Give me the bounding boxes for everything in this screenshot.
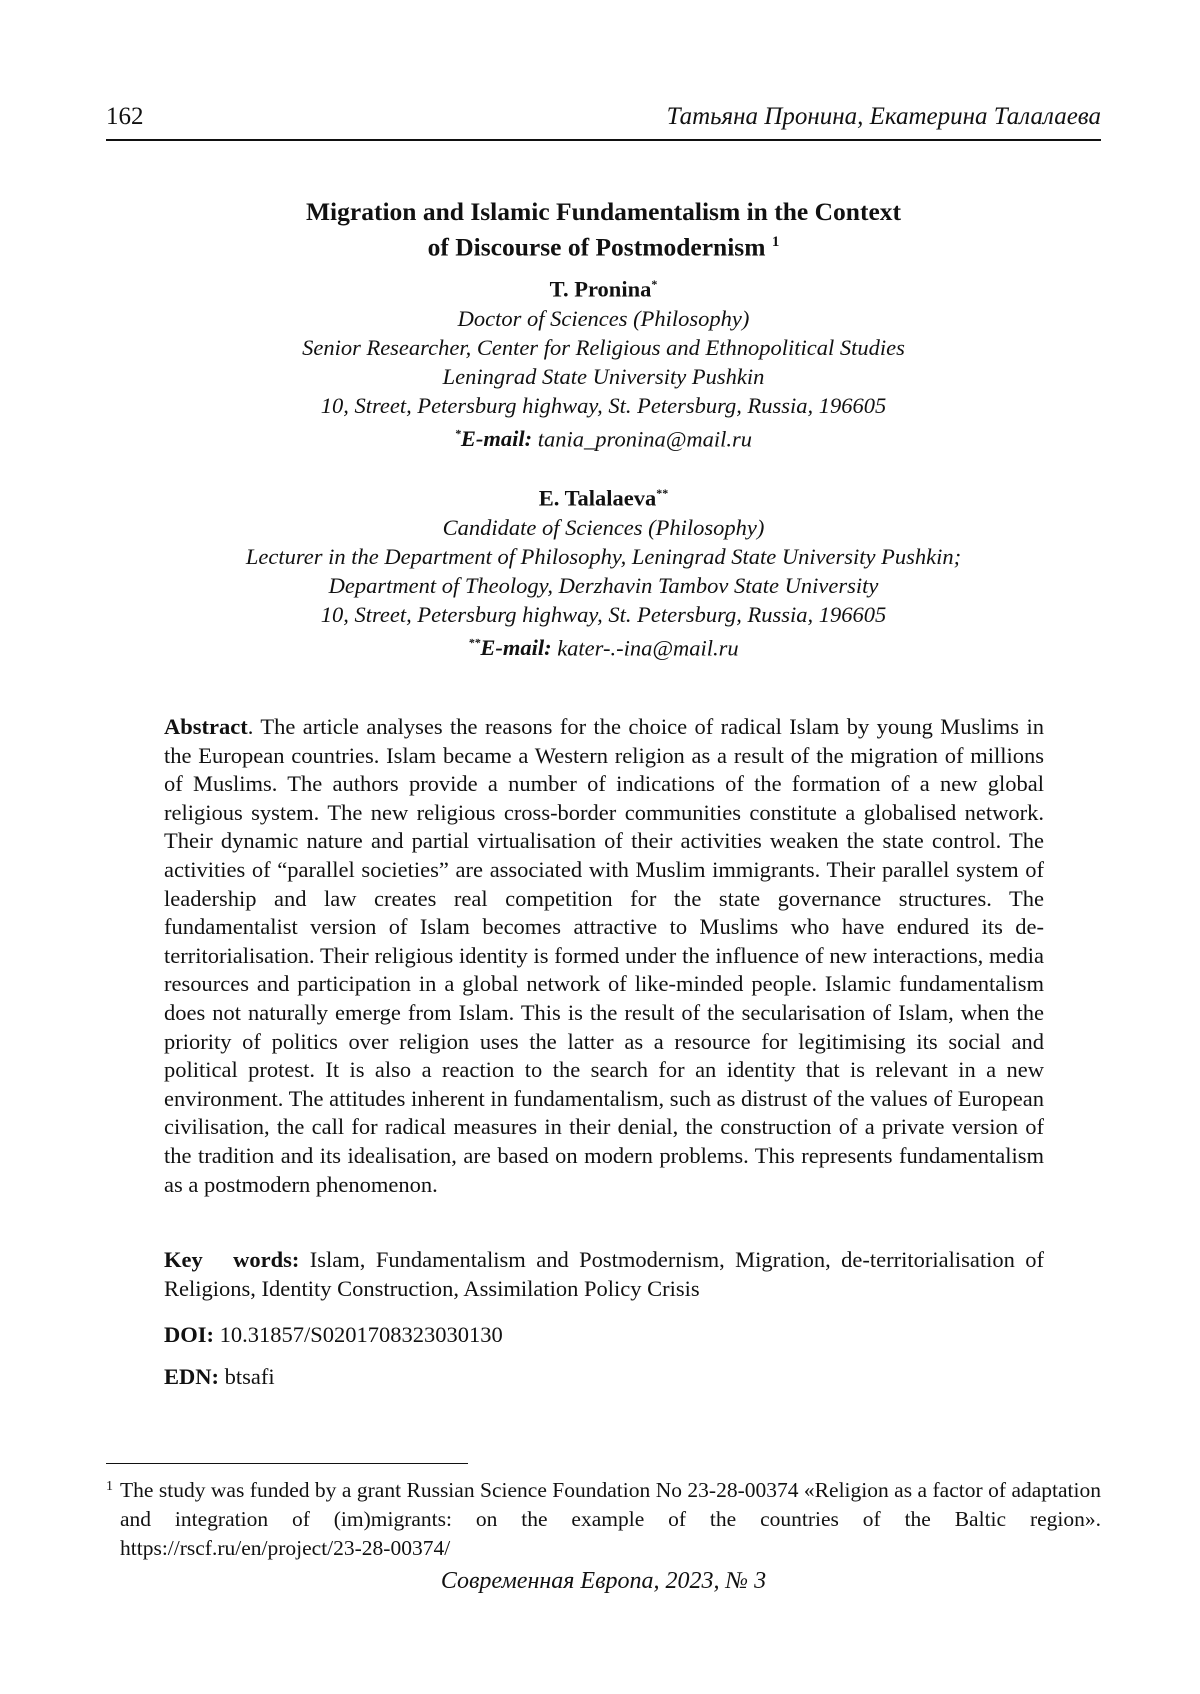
author-1-email[interactable]: tania_pronina@mail.ru <box>537 426 753 451</box>
author-2-email[interactable]: kater-.-ina@mail.ru <box>557 635 739 660</box>
keywords-label: Key words: <box>164 1247 300 1272</box>
journal-footer: Современная Европа, 2023, № 3 <box>440 1568 767 1594</box>
keywords <box>164 1245 1044 1303</box>
abstract <box>164 713 1044 1199</box>
doi-line: DOI: 10.31857/S0201708323030130 <box>164 1322 503 1347</box>
author-2-email-line: **E-mail: kater-.-ina@mail.ru <box>468 635 739 660</box>
page-number: 162 <box>106 103 144 130</box>
title-footnote-ref[interactable]: 1 <box>771 234 780 250</box>
author-2-address: 10, Street, Petersburg highway, St. Petersburg, Russia, 196605 <box>320 601 887 627</box>
footnote <box>106 1476 1101 1563</box>
edn-line: EDN: btsafi <box>164 1364 275 1389</box>
author-2-name: E. Talalaeva** <box>538 485 669 511</box>
author-1-name: T. Pronina* <box>549 276 658 302</box>
author-1-university: Leningrad State University Pushkin <box>442 363 765 389</box>
title-line-1: Migration and Islamic Fundamentalism in the Context <box>305 197 902 226</box>
footnote-mark: 1 <box>106 1479 113 1494</box>
author-1-degree: Doctor of Sciences (Philosophy) <box>457 305 750 331</box>
footnote-divider <box>106 1463 468 1464</box>
author-2-position: Lecturer in the Department of Philosophy, Leningrad State University Pushkin; <box>245 543 962 569</box>
keywords-text: Islam, Fundamentalism and Postmodernism, Migration, de-territorialisation of Religions, Identity Construction, Assimilation Policy Crisis <box>164 1247 1044 1301</box>
author-1-block <box>106 270 1101 453</box>
author-2-block <box>106 479 1101 662</box>
doi-value[interactable]: 10.31857/S0201708323030130 <box>219 1322 503 1347</box>
abstract-label: Abstract <box>164 714 248 739</box>
abstract-text: . The article analyses the reasons for the choice of radical Islam by young Muslims in the European countries. Islam became a Western religion as a result of the migration of millions of Muslims. The authors provide a number of indications of the formation of a new global religious system. The new religious cross-border communities constitute a globalised network. Their dynamic nature and partial virtualisation of their activities weaken the state control. The activities of “parallel societies” are associated with Muslim immigrants. Their parallel system of leadership and law creates real competition for the state governance structures. The fundamentalist version of Islam becomes attractive to Muslims who have endured its de-territorialisation. Their religious identity is formed under the influence of new interactions, media resources and participation in a global network of like-minded people. Islamic fundamentalism does not naturally emerge from Islam. This is the result of the secularisation of Islam, when the priority of politics over religion uses the latter as a resource for legitimising its social and political protest. It is also a reaction to the search for an identity that is relevant in a new environment. The attitudes inherent in fundamentalism, such as distrust of the values of European civilisation, the call for radical measures in their denial, the construction of a private version of the tradition and its idealisation, are based on modern problems. This represents fundamentalism as a postmodern phenomenon. <box>164 714 1044 1197</box>
author-1-position: Senior Researcher, Center for Religious and Ethnopolitical Studies <box>302 334 905 360</box>
author-2-department: Department of Theology, Derzhavin Tambov State University <box>328 572 879 598</box>
article-title <box>106 196 1101 263</box>
author-1-email-line: *E-mail: tania_pronina@mail.ru <box>454 426 753 451</box>
header-authors: Татьяна Пронина, Екатерина Талалаева <box>666 103 1101 130</box>
footnote-text: The study was funded by a grant Russian Science Foundation No 23-28-00374 «Religion as a factor of adaptation and integration of (im)migrants: on the example of the countries of the Baltic region». https://rscf.ru/en/project/23-28-00374/ <box>120 1478 1101 1560</box>
title-line-2: of Discourse of Postmodernism $^1$ <box>427 232 780 262</box>
author-2-degree: Candidate of Sciences (Philosophy) <box>442 514 765 540</box>
author-1-address: 10, Street, Petersburg highway, St. Petersburg, Russia, 196605 <box>320 392 887 418</box>
edn-value: btsafi <box>224 1364 275 1389</box>
running-header <box>106 103 1101 141</box>
